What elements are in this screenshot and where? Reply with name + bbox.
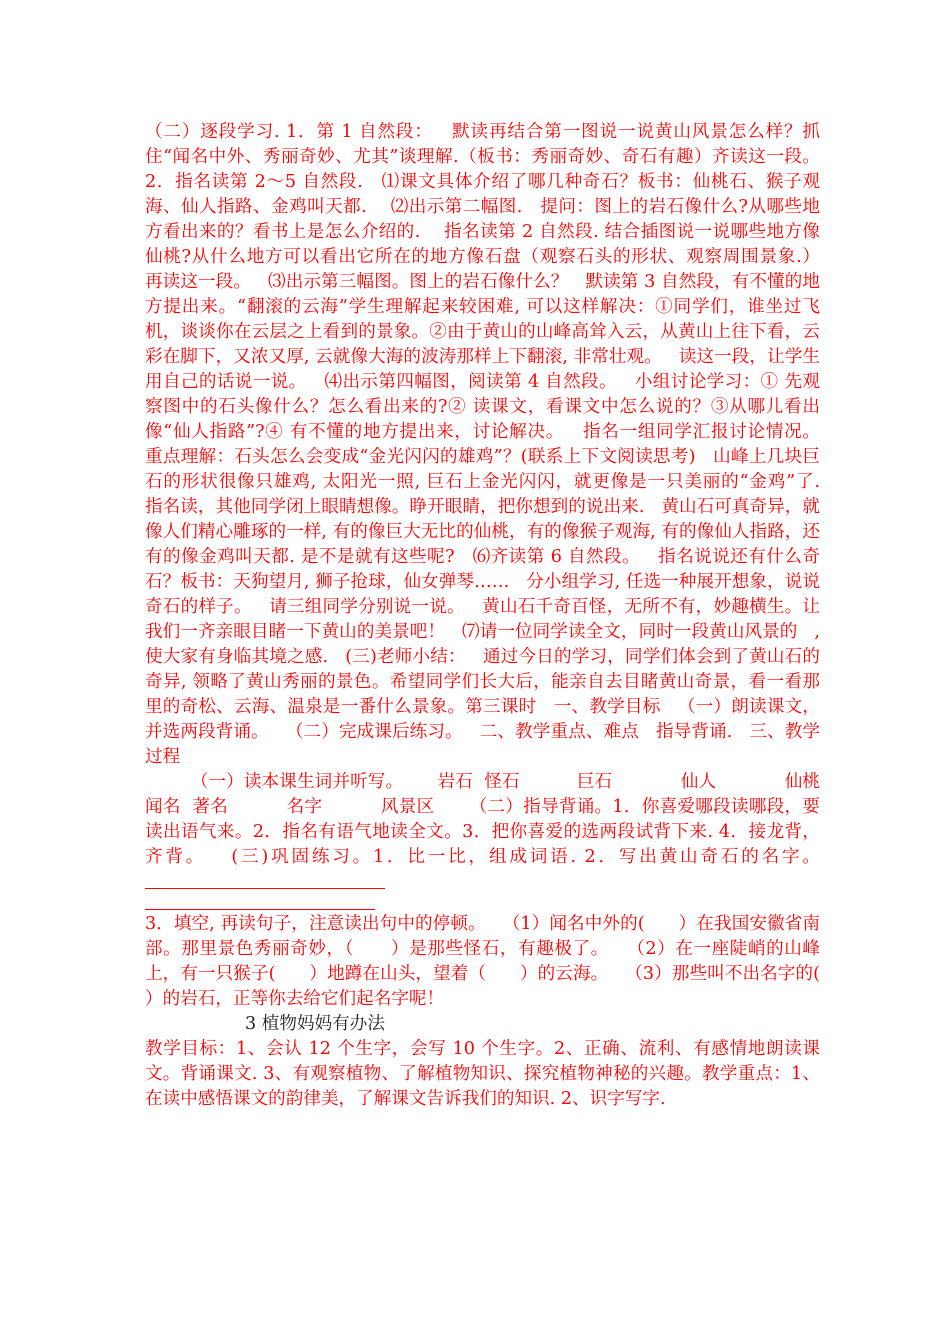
paragraph-2-text: （一）读本课生词并听写。 岩石 怪石 巨石 仙人 仙桃 闻名 著名 名字 风景区 （二）指导背诵。1．你喜爱哪段读哪段，要读出语气来。2．指名有语气地读全文。3．把你喜爱的选两段试背下来. 4．接龙背，齐背。 (三)巩固练习。1．比一比，组成词语. 2．写出黄山奇石的名字。 xyxy=(145,772,860,867)
answer-rule-line xyxy=(145,897,375,910)
lesson-plan-paragraph-2 xyxy=(145,770,860,897)
document-page xyxy=(145,120,860,1112)
lesson-plan-paragraph-1: （二）逐段学习. 1．第 1 自然段： 默读再结合第一图说一说黄山风景怎么样？抓住“闻名中外、秀丽奇妙、尤其”谈理解.（板书：秀丽奇妙、奇石有趣）齐读这一段。2．指名读第 2～5 自然段. ⑴课文具体介绍了哪几种奇石？板书：仙桃石、猴子观海、仙人指路、金鸡叫天都. ⑵出示第二幅图. 提问：图上的岩石像什么?从哪些地方看出来的？看书上是怎么介绍的. 指名读第 2 自然段. 结合插图说一说哪些地方像仙桃?从什么地方可以看出它所在的地方像石盘（观察石头的形状、观察周围景象.） 再读这一段。 ⑶出示第三幅图。图上的岩石像什么？ 默读第 3 自然段，有不懂的地方提出来。“翻滚的云海”学生理解起来较困难, 可以这样解决：①同学们，谁坐过飞机，谈谈你在云层之上看到的景象。②由于黄山的山峰高耸入云，从黄山上往下看，云彩在脚下，又浓又厚, 云就像大海的波涛那样上下翻滚, 非常壮观。 读这一段，让学生用自己的话说一说。 ⑷出示第四幅图，阅读第 4 自然段。 小组讨论学习：① 先观察图中的石头像什么？怎么看出来的?② 读课文，看课文中怎么说的？③从哪儿看出像“仙人指路”?④ 有不懂的地方提出来，讨论解决。 指名一组同学汇报讨论情况。 重点理解：石头怎么会变成“金光闪闪的雄鸡”？(联系上下文阅读思考) 山峰上几块巨石的形状很像只雄鸡, 太阳光一照, 巨石上金光闪闪，就更像是一只美丽的“金鸡”了. 指名读，其他同学闭上眼睛想像。睁开眼睛，把你想到的说出来. 黄山石可真奇异，就像人们精心雕琢的一样, 有的像巨大无比的仙桃，有的像猴子观海, 有的像仙人指路，还有的像金鸡叫天都. 是不是就有这些呢? ⑹齐读第 6 自然段。 指名说说还有什么奇石？板书：天狗望月, 狮子抢球，仙女弹琴…… 分小组学习, 任选一种展开想象，说说奇石的样子。 请三组同学分别说一说。 黄山石千奇百怪，无所不有，妙趣横生。让我们一齐亲眼目睹一下黄山的美景吧！ ⑺请一位同学读全文，同时一段黄山风景的 , 使大家有身临其境之感. (三)老师小结： 通过今日的学习，同学们体会到了黄山石的奇异, 领略了黄山秀丽的景色。希望同学们长大后，能亲自去目睹黄山奇景，看一看那里的奇松、云海、温泉是一番什么景象。第三课时 一、教学目标 （一）朗读课文，并选两段背诵。 （二）完成课后练习。 二、教学重点、难点 指导背诵. 三、教学过程 xyxy=(145,122,837,767)
answer-blank-line xyxy=(145,870,385,889)
teaching-goals-paragraph: 教学目标：1、会认 12 个生字，会写 10 个生字。2、正确、流利、有感情地朗读课文。背诵课文. 3、有观察植物、了解植物知识、探究植物神秘的兴趣。教学重点：1、在读中感悟课文的韵律美，了解课文告诉我们的知识. 2、识字写字. xyxy=(145,1039,820,1109)
fill-in-blank-paragraph: 3．填空, 再读句子，注意读出句中的停顿。 （1）闻名中外的( ）在我国安徽省南部。那里景色秀丽奇妙，（ ）是那些怪石，有趣极了。 （2）在一座陡峭的山峰上，有一只猴子( ）地蹲在山头，望着（ ）的云海。 （3）那些叫不出名字的( ）的岩石，正等你去给它们起名字呢！ xyxy=(145,914,854,1009)
lesson-title: 3 植物妈妈有办法 xyxy=(245,1014,385,1034)
